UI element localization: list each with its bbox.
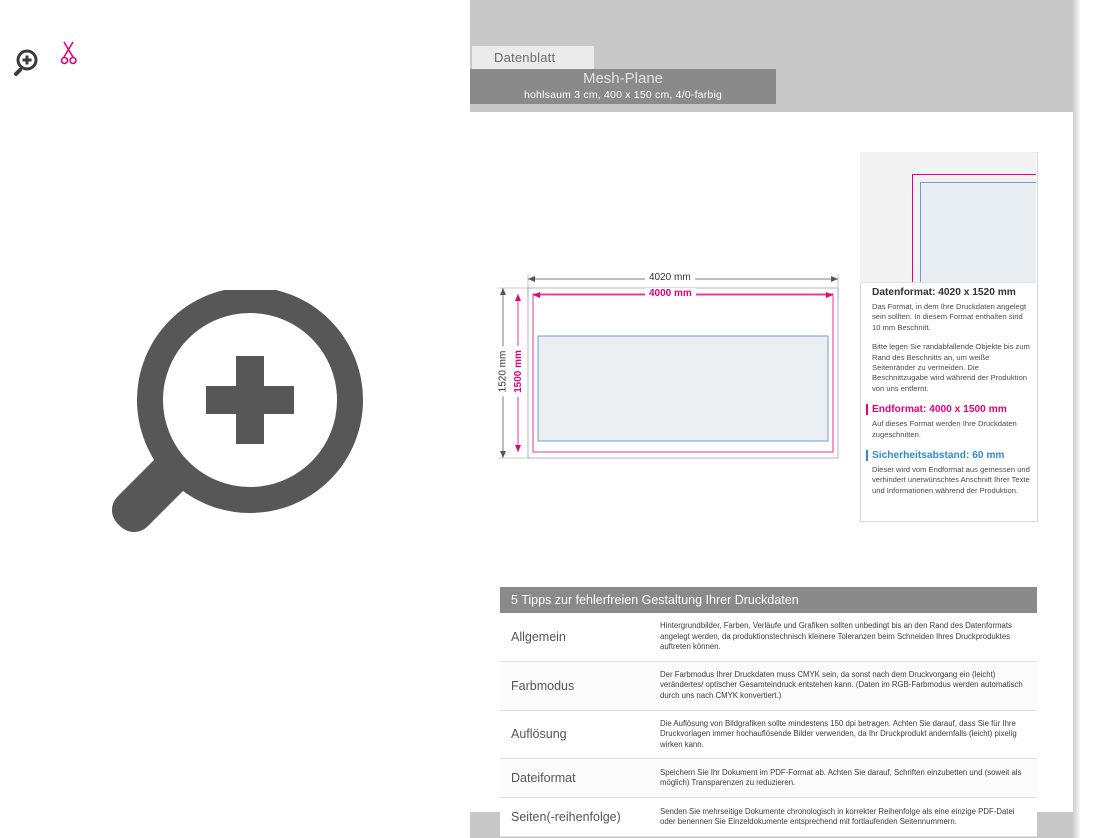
- tips-table-title: 5 Tipps zur fehlerfreien Gestaltung Ihrer Druckdaten: [500, 587, 1037, 613]
- preview-safety-line: [920, 182, 1036, 283]
- magnifier-zoom-icon: [100, 290, 365, 550]
- legend-heading-sicherheitsabstand: Sicherheitsabstand: 60 mm: [872, 450, 1005, 462]
- dimension-label-width-inner: 4000 mm: [645, 288, 696, 299]
- product-title: Mesh-Plane: [582, 70, 664, 87]
- tip-text-aufloesung: Die Auflösung von Bildgrafiken sollte mindestens 150 dpi betragen. Achten Sie darauf, dass Sie für Ihre Druckvorlagen immer hochauflösende Bilder verwenden, da Ihr Druckprodukt andernfalls (leicht) pixelig wirken kann.: [660, 718, 1017, 749]
- format-legend-text: [866, 286, 1032, 505]
- preview-scissors-icon: [60, 40, 78, 66]
- datasheet-tab-label: Datenblatt: [494, 50, 556, 65]
- page-edge-shadow: [1073, 0, 1081, 838]
- legend-block-endformat: [866, 403, 1032, 440]
- legend-paragraph-sicherheitsabstand: Dieser wird vom Endformat aus gemessen und verhindert unerwünschtes Anschnitt Ihrer Texte und Informationen während der Produktion.: [872, 465, 1030, 495]
- format-diagram: [490, 268, 850, 478]
- tip-label-aufloesung: Auflösung: [511, 727, 567, 742]
- tip-text-seitenreihenfolge: Senden Sie mehrseitige Dokumente chronologisch in korrekter Reihenfolge als eine einzige PDF-Datei oder benennen Sie Einzeldokumente entsprechend mit fortlaufenden Seitennummern.: [660, 806, 1015, 827]
- legend-heading-datenformat: Datenformat: 4020 x 1520 mm: [872, 287, 1016, 298]
- legend-block-datenformat: [866, 286, 1032, 394]
- table-row: [500, 759, 1037, 798]
- legend-bar-magenta: [866, 404, 868, 415]
- table-row: [500, 798, 1037, 837]
- legend-block-sicherheitsabstand: [866, 449, 1032, 496]
- tip-label-dateiformat: Dateiformat: [511, 771, 576, 786]
- dimension-label-height-outer: 1520 mm: [497, 347, 508, 397]
- legend-paragraph-datenformat-2: Bitte legen Sie randabfallende Objekte bis zum Rand des Beschnitts an, um weiße Seitenränder zu vermeiden. Die Beschnittzugabe wird während der Produktion von uns entfernt.: [872, 342, 1030, 393]
- format-preview-thumbnail: [860, 152, 1036, 283]
- tips-table: [500, 587, 1037, 837]
- legend-paragraph-datenformat-1: Das Format, in dem Ihre Druckdaten angelegt sein sollten. In diesem Format enthalten sind 10 mm Beschnitt.: [872, 302, 1027, 332]
- dimension-label-width-outer: 4020 mm: [645, 272, 695, 283]
- product-subtitle: hohlsaum 3 cm, 400 x 150 cm, 4/0-farbig: [523, 89, 723, 101]
- tip-text-allgemein: Hintergrundbilder, Farben, Verläufe und Grafiken sollten unbedingt bis an den Rand des Datenformats angelegt werden, da produktionstechnisch kleinere Toleranzen beim Schneiden Ihres Druckproduktes auftreten können.: [660, 621, 1012, 652]
- tip-label-farbmodus: Farbmodus: [511, 678, 575, 693]
- legend-bar-blue: [866, 450, 868, 461]
- datasheet-tab: [472, 46, 594, 69]
- tip-text-farbmodus: Der Farbmodus Ihrer Druckdaten muss CMYK sein, da sonst nach dem Druckvorgang ein (leicht) verändertes/ optischer Gesamteindruck entstehen kann. (Daten im RGB-Farbmodus werden automatisch durch uns nach CMYK konvertiert.): [660, 669, 1023, 700]
- tip-label-seitenreihenfolge: Seiten(-reihenfolge): [511, 810, 621, 825]
- legend-heading-endformat: Endformat: 4000 x 1500 mm: [872, 404, 1007, 416]
- table-row: [500, 711, 1037, 760]
- tip-label-allgemein: Allgemein: [511, 629, 566, 644]
- preview-magnifier-icon: [14, 48, 44, 78]
- tip-text-dateiformat: Speichern Sie Ihr Dokument im PDF-Format ab. Achten Sie darauf, Schriften einzubetten und (soweit als möglich) Transparenzen zu reduzieren.: [660, 767, 1022, 788]
- table-row: [500, 662, 1037, 711]
- legend-paragraph-endformat: Auf dieses Format werden Ihre Druckdaten zugeschnitten.: [872, 419, 1017, 439]
- table-row: [500, 613, 1037, 662]
- dimension-label-height-inner: 1500 mm: [513, 346, 524, 397]
